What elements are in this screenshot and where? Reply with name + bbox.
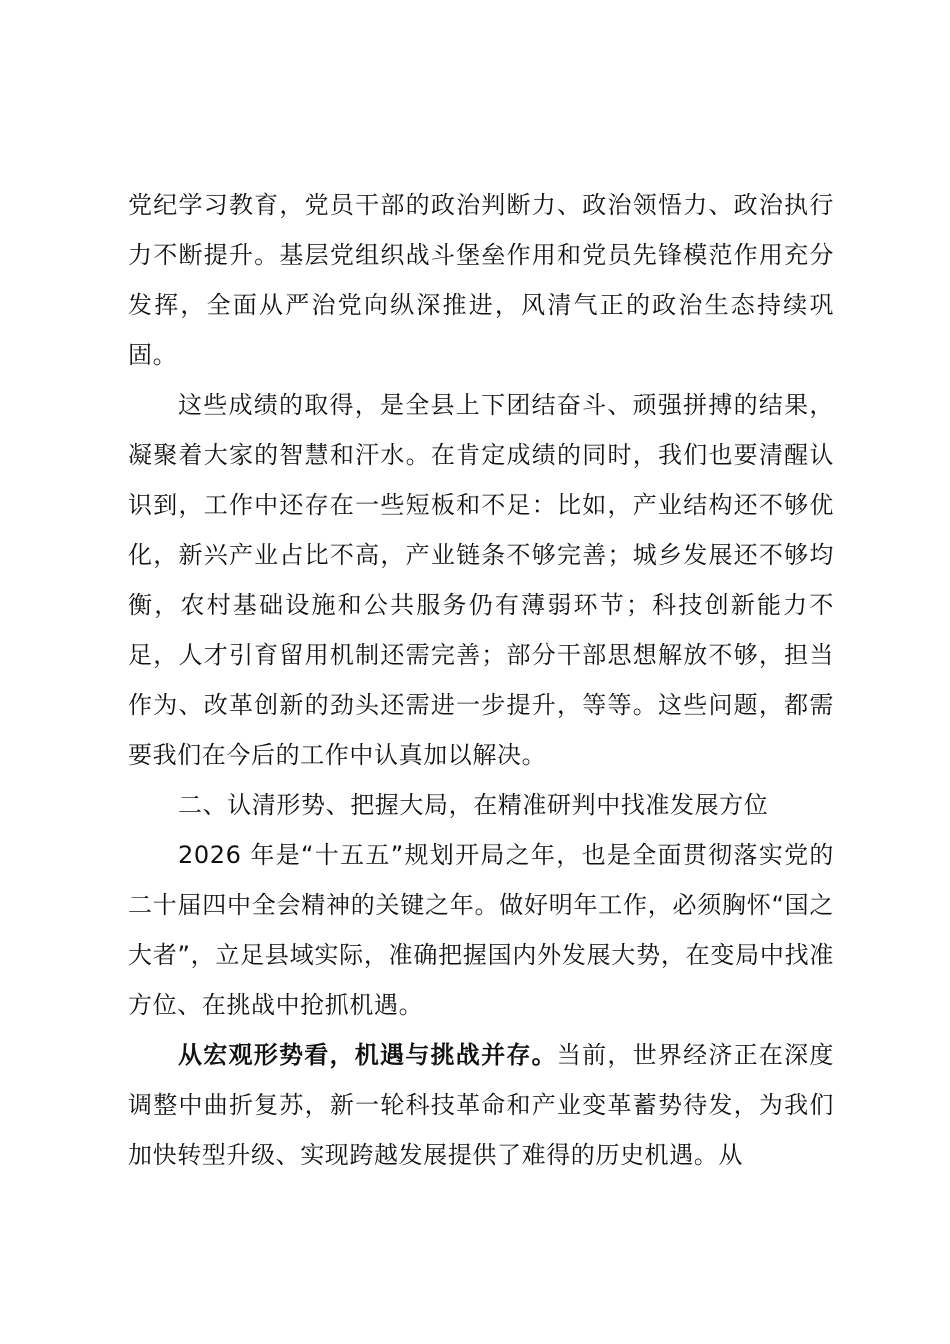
paragraph-body-text: 当前，世界经济正在深度调整中曲折复苏，新一轮科技革命和产业变革蓄势待发，为我们加快转型升级、实现跨越发展提供了难得的历史机遇。从	[128, 1041, 834, 1169]
paragraph-macro-situation	[128, 1030, 834, 1180]
paragraph-2026-outlook: 2026 年是“十五五”规划开局之年，也是全面贯彻落实党的二十届四中全会精神的关键之年。做好明年工作，必须胸怀“国之大者”，立足县域实际，准确把握国内外发展大势，在变局中找准方位、在挑战中抢抓机遇。	[128, 841, 834, 1019]
section-heading: 二、认清形势、把握大局，在精准研判中找准发展方位	[178, 791, 769, 819]
document-page	[128, 180, 834, 1180]
paragraph-party-discipline: 党纪学习教育，党员干部的政治判断力、政治领悟力、政治执行力不断提升。基层党组织战斗堡垒作用和党员先锋模范作用充分发挥，全面从严治党向纵深推进，风清气正的政治生态持续巩固。	[128, 191, 834, 369]
bold-lead-sentence: 从宏观形势看，机遇与挑战并存。	[178, 1041, 557, 1069]
paragraph-achievements-and-shortcomings: 这些成绩的取得，是全县上下团结奋斗、顽强拼搏的结果，凝聚着大家的智慧和汗水。在肯定成绩的同时，我们也要清醒认识到，工作中还存在一些短板和不足：比如，产业结构还不够优化，新兴产业占比不高，产业链条不够完善；城乡发展还不够均衡，农村基础设施和公共服务仍有薄弱环节；科技创新能力不足，人才引育留用机制还需完善；部分干部思想解放不够，担当作为、改革创新的劲头还需进一步提升，等等。这些问题，都需要我们在今后的工作中认真加以解决。	[128, 391, 834, 769]
